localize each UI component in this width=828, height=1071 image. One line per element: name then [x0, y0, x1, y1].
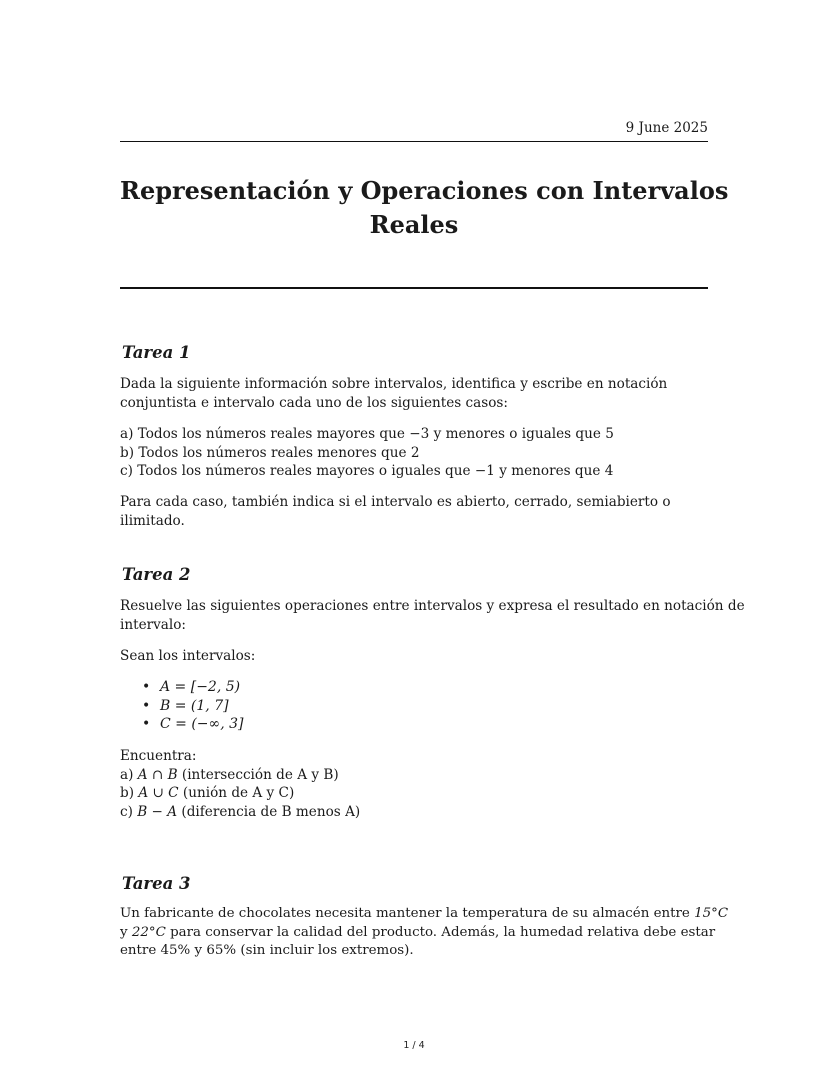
document-title: [120, 174, 729, 242]
interval-list: [120, 678, 243, 734]
task2-sean: Sean los intervalos:: [120, 648, 256, 664]
header-rule: [120, 141, 708, 142]
task1-intro: [120, 375, 708, 412]
page-number: 1 / 4: [403, 1040, 425, 1051]
task2-intro-line-1: Resuelve las siguientes operaciones entre intervalos y expresa el resultado en notación de: [120, 598, 745, 614]
task2-heading: Tarea 2: [122, 565, 191, 584]
task1-intro-line-2: conjuntista e intervalo cada uno de los siguientes casos:: [120, 394, 508, 411]
task2-intro: [120, 597, 745, 634]
task2-op-a: a) A ∩ B (intersección de A y B): [120, 766, 339, 783]
task2-op-c: c) B − A (diferencia de B menos A): [120, 803, 361, 820]
list-item: • B = (1, 7]: [120, 697, 243, 716]
task3-line-1: Un fabricante de chocolates necesita mantener la temperatura de su almacén entre 15°C: [120, 906, 729, 921]
task2-encuentra: Encuentra:: [120, 748, 197, 764]
document-date: 9 June 2025: [625, 120, 708, 136]
task3-line-2: y 22°C para conservar la calidad del producto. Además, la humedad relativa debe estar: [120, 924, 716, 940]
list-item: • C = (−∞, 3]: [120, 715, 243, 734]
task1-note: Para cada caso, también indica si el intervalo es abierto, cerrado, semiabierto o ilimitado.: [120, 494, 671, 529]
task1-case-b: b) Todos los números reales menores que 2: [120, 444, 420, 461]
task2-intro-line-2: intervalo:: [120, 616, 187, 633]
task2-operations: [120, 747, 708, 821]
task1-case-c: c) Todos los números reales mayores o iguales que −1 y menores que 4: [120, 463, 614, 479]
task2-op-b: b) A ∪ C (unión de A y C): [120, 785, 295, 801]
list-item: • A = [−2, 5): [120, 678, 243, 697]
task3-line-3: entre 45% y 65% (sin incluir los extremos).: [120, 943, 414, 958]
title-rule: [120, 287, 708, 289]
task1-heading: Tarea 1: [122, 343, 191, 362]
task3-heading: Tarea 3: [122, 874, 191, 893]
task1-case-a: a) Todos los números reales mayores que −3 y menores o iguales que 5: [120, 426, 614, 442]
task3-body: [120, 905, 729, 961]
title-line-1: Representación y Operaciones con Intervalos: [120, 176, 729, 205]
task1-cases: [120, 425, 708, 481]
task1-intro-line-1: Dada la siguiente información sobre intervalos, identifica y escribe en notación: [120, 376, 668, 392]
title-line-2: Reales: [369, 210, 459, 239]
